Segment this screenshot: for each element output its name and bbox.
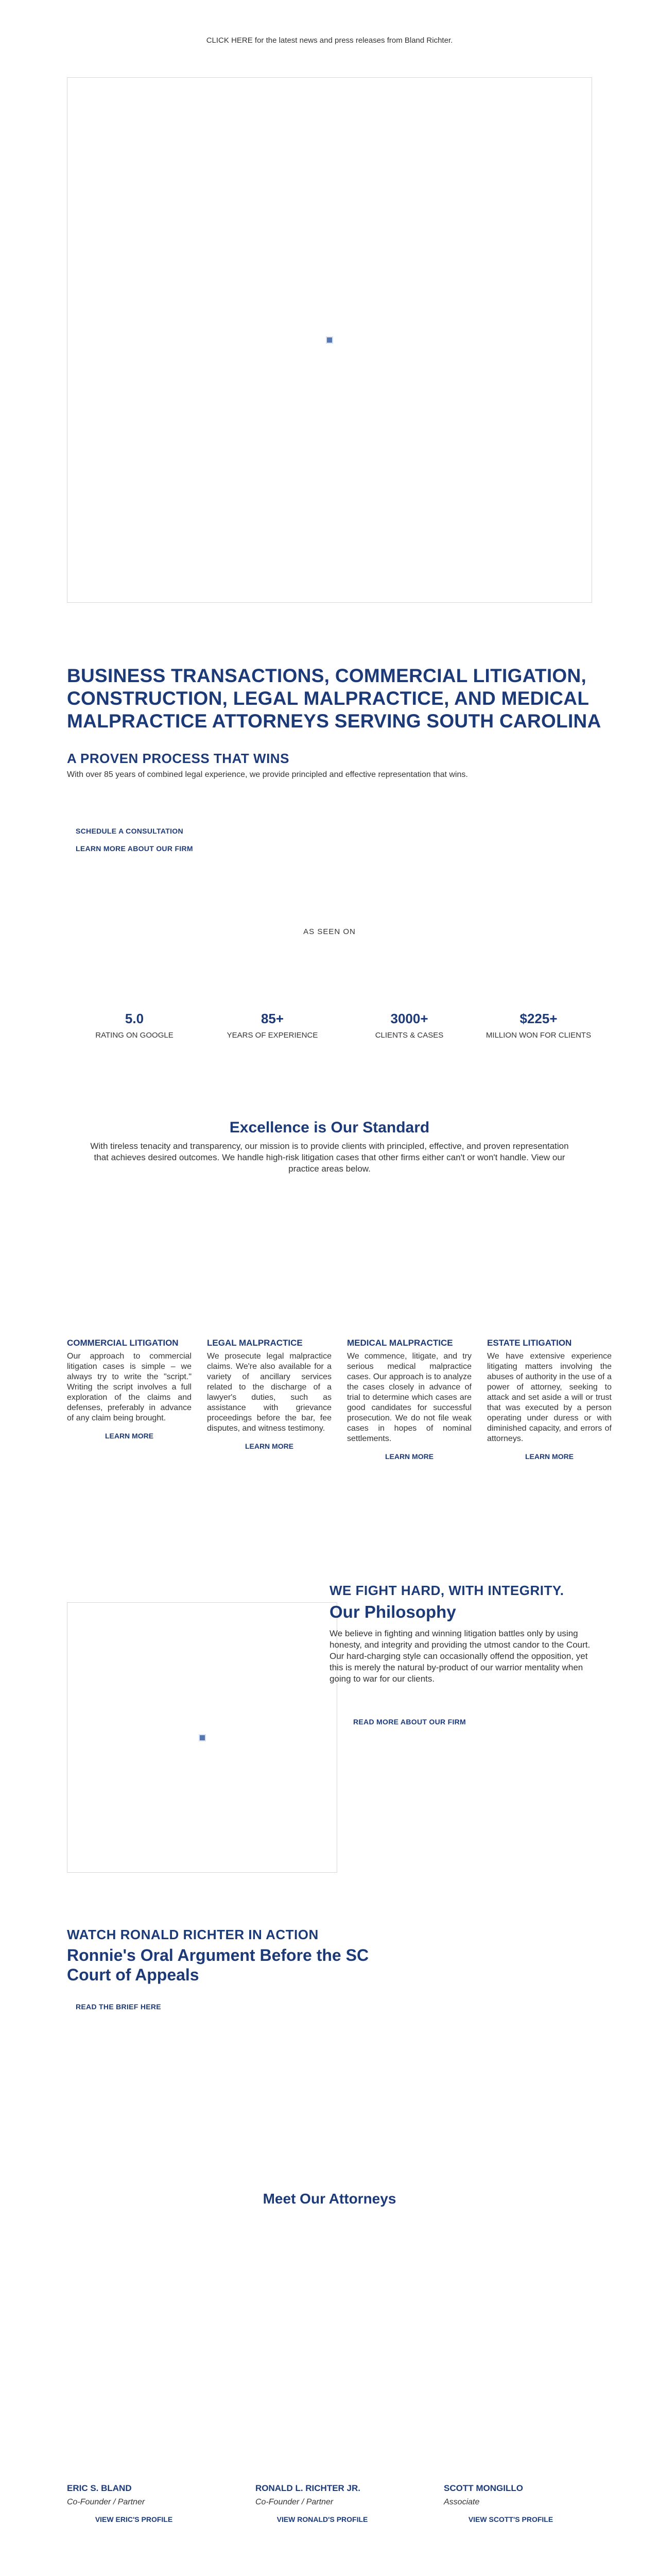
stat-item bbox=[211, 1011, 334, 1040]
practice-area-medical bbox=[347, 1338, 472, 1461]
philosophy-kicker: WE FIGHT HARD, WITH INTEGRITY. bbox=[330, 1583, 564, 1598]
attorney-card bbox=[444, 2483, 598, 2523]
view-profile-link[interactable]: VIEW ERIC'S PROFILE bbox=[95, 2515, 173, 2523]
practice-text: Our approach to commercial litigation cases is simple – we always try to write the "script." Writing the script involves a full exploration of the claims and defenses, preferably in advance of any claim being brought. bbox=[67, 1352, 192, 1422]
as-seen-on-label: AS SEEN ON bbox=[303, 927, 356, 936]
philosophy-text: We believe in fighting and winning litigation battles only by using honesty, and integrity and providing the utmost candor to the Court. Our hard-charging style can occasionally offend the opposition, yet this is merely the natural by-product of our warrior mentality when going to war for our clients. bbox=[330, 1629, 591, 1684]
learn-more-firm-link[interactable]: LEARN MORE ABOUT OUR FIRM bbox=[76, 844, 193, 853]
attorney-role: Associate bbox=[444, 2498, 480, 2506]
attorneys-title: Meet Our Attorneys bbox=[263, 2191, 396, 2207]
practice-text: We prosecute legal malpractice claims. We're also available for a variety of ancillary services related to the discharge of a lawyer's duties, such as assistance with grievance proceedings before the bar, fee disputes, and witness testimony. bbox=[207, 1352, 332, 1433]
stat-label: MILLION WON FOR CLIENTS bbox=[485, 1031, 592, 1040]
attorney-card bbox=[255, 2483, 410, 2523]
stat-value: 85+ bbox=[261, 1011, 284, 1026]
stat-value: 3000+ bbox=[390, 1011, 428, 1026]
philosophy-image bbox=[67, 1602, 337, 1873]
practice-area-commercial bbox=[67, 1338, 192, 1440]
excellence-title: Excellence is Our Standard bbox=[229, 1119, 430, 1136]
attorney-name: RONALD L. RICHTER JR. bbox=[255, 2483, 360, 2493]
practice-area-legal bbox=[207, 1338, 332, 1450]
attorney-card bbox=[67, 2483, 221, 2523]
news-banner-link[interactable]: CLICK HERE for the latest news and press releases from Bland Richter. bbox=[206, 36, 453, 45]
practice-text: We have extensive experience litigating matters involving the abuses of authority in the use of a power of attorney, seeking to attack and set aside a will or trust that was executed by a person operating under duress or with diminished capacity, and errors of attorneys. bbox=[487, 1352, 612, 1443]
attorney-name: SCOTT MONGILLO bbox=[444, 2483, 523, 2493]
hero-subheading: A PROVEN PROCESS THAT WINS bbox=[67, 751, 289, 766]
stat-label: YEARS OF EXPERIENCE bbox=[227, 1031, 318, 1040]
excellence-text: With tireless tenacity and transparency, our mission is to provide clients with principled, effective, and proven representation that achieves desired outcomes. We handle high-risk litigation cases that other firms either can't or won't handle. View our practice areas below. bbox=[90, 1141, 569, 1174]
stat-label: CLIENTS & CASES bbox=[375, 1031, 444, 1040]
watch-kicker: WATCH RONALD RICHTER IN ACTION bbox=[67, 1927, 319, 1942]
view-profile-link[interactable]: VIEW SCOTT'S PROFILE bbox=[468, 2515, 553, 2523]
image-placeholder-icon bbox=[326, 336, 333, 344]
stat-item bbox=[477, 1011, 600, 1040]
stat-label: RATING ON GOOGLE bbox=[95, 1031, 174, 1040]
watch-title: Ronnie's Oral Argument Before the SC Court of Appeals bbox=[67, 1946, 369, 1984]
schedule-consultation-button[interactable]: SCHEDULE A CONSULTATION bbox=[76, 827, 183, 835]
learn-more-link[interactable]: LEARN MORE bbox=[245, 1442, 294, 1450]
learn-more-link[interactable]: LEARN MORE bbox=[385, 1452, 434, 1461]
practice-area-estate bbox=[487, 1338, 612, 1461]
stat-item bbox=[348, 1011, 471, 1040]
hero-image bbox=[67, 77, 592, 603]
stat-value: $225+ bbox=[519, 1011, 558, 1026]
practice-text: We commence, litigate, and try serious medical malpractice cases. Our approach is to analyze the cases closely in advance of trial to determine which cases are good candidates for successful prosecution. We do not file weak cases in hopes of nominal settlements. bbox=[347, 1352, 472, 1443]
practice-title: ESTATE LITIGATION bbox=[487, 1338, 572, 1348]
practice-title: LEGAL MALPRACTICE bbox=[207, 1338, 303, 1348]
page-title: BUSINESS TRANSACTIONS, COMMERCIAL LITIGATION, CONSTRUCTION, LEGAL MALPRACTICE, AND MEDICAL MALPRACTICE ATTORNEYS SERVING SOUTH CAROLINA bbox=[67, 665, 601, 732]
attorney-role: Co-Founder / Partner bbox=[67, 2498, 145, 2506]
image-placeholder-icon bbox=[199, 1734, 206, 1741]
learn-more-link[interactable]: LEARN MORE bbox=[105, 1432, 154, 1440]
philosophy-title: Our Philosophy bbox=[330, 1602, 456, 1621]
learn-more-link[interactable]: LEARN MORE bbox=[525, 1452, 574, 1461]
view-profile-link[interactable]: VIEW RONALD'S PROFILE bbox=[276, 2515, 368, 2523]
attorney-name: ERIC S. BLAND bbox=[67, 2483, 132, 2493]
stat-value: 5.0 bbox=[125, 1011, 144, 1026]
attorney-role: Co-Founder / Partner bbox=[255, 2498, 334, 2506]
read-more-firm-link[interactable]: READ MORE ABOUT OUR FIRM bbox=[353, 1718, 466, 1726]
practice-title: COMMERCIAL LITIGATION bbox=[67, 1338, 179, 1348]
practice-title: MEDICAL MALPRACTICE bbox=[347, 1338, 453, 1348]
stat-item bbox=[73, 1011, 196, 1040]
read-brief-link[interactable]: READ THE BRIEF HERE bbox=[76, 2003, 161, 2011]
hero-text: With over 85 years of combined legal experience, we provide principled and effective representation that wins. bbox=[67, 770, 468, 779]
